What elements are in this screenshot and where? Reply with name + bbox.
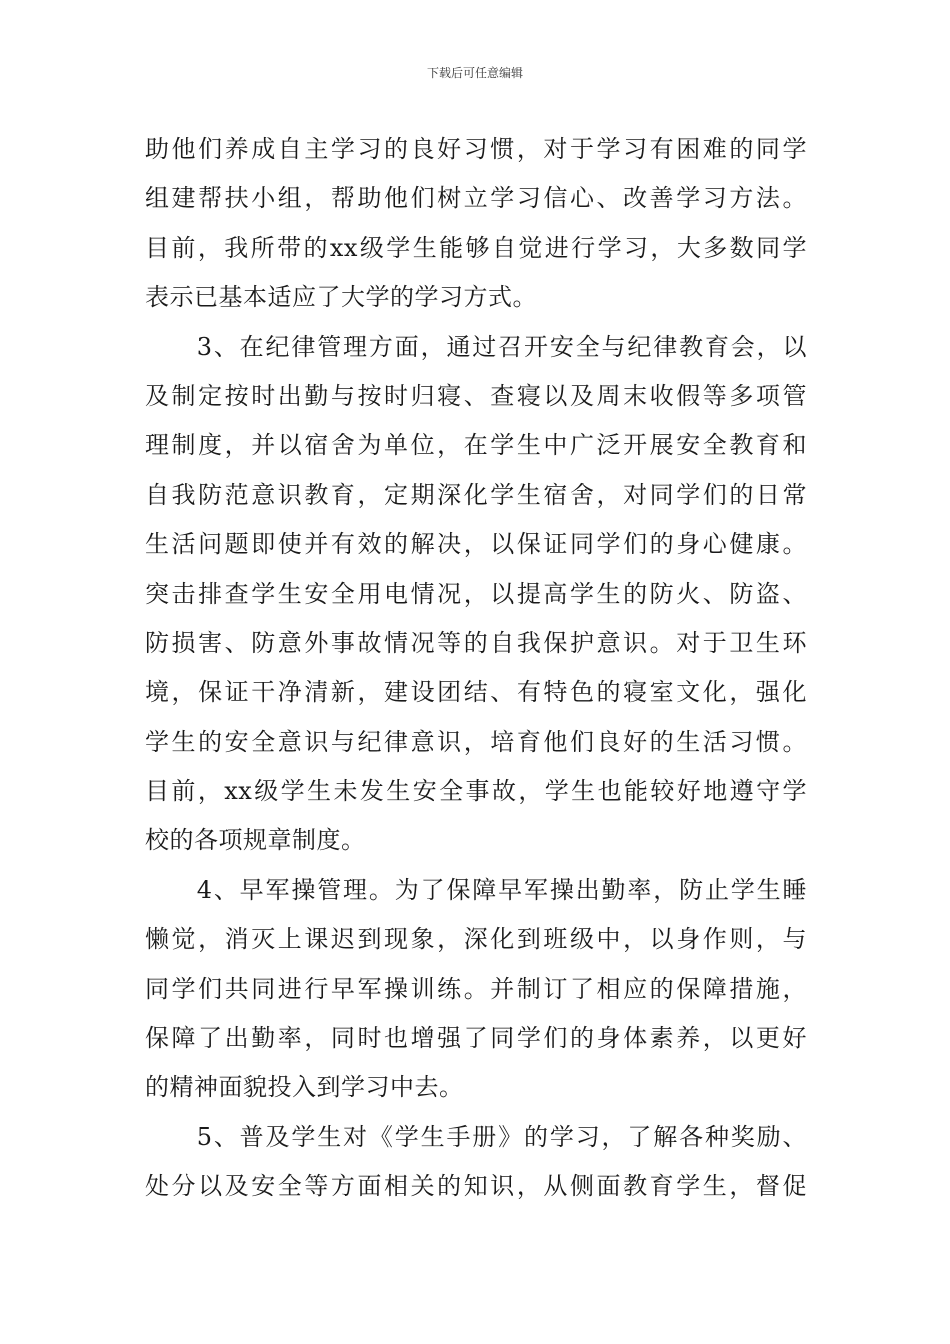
text-line: 理制度，并以宿舍为单位，在学生中广泛开展安全教育和 xyxy=(145,431,807,460)
text-line: 组建帮扶小组，帮助他们树立学习信心、改善学习方法。 xyxy=(145,184,807,213)
text-line: 处分以及安全等方面相关的知识，从侧面教育学生，督促 xyxy=(145,1172,807,1201)
document-body xyxy=(145,125,807,1212)
text-line: 自我防范意识教育，定期深化学生宿舍，对同学们的日常 xyxy=(145,480,807,509)
text-line: 4、早军操管理。为了保障早军操出勤率，防止学生睡 xyxy=(145,875,807,904)
text-line: 同学们共同进行早军操训练。并制订了相应的保障措施， xyxy=(145,974,807,1003)
text-line: 及制定按时出勤与按时归寝、查寝以及周末收假等多项管 xyxy=(145,381,807,410)
text-line: 助他们养成自主学习的良好习惯，对于学习有困难的同学 xyxy=(145,135,807,163)
text-line: 目前，xx级学生未发生安全事故，学生也能较好地遵守学 xyxy=(145,777,807,806)
text-line: 5、普及学生对《学生手册》的学习，了解各种奖励、 xyxy=(145,1122,807,1151)
text-line: 境，保证干净清新，建设团结、有特色的寝室文化，强化 xyxy=(145,678,807,707)
page-header: 下载后可任意编辑 xyxy=(426,66,523,80)
text-line: 的精神面貌投入到学习中去。 xyxy=(145,1073,464,1102)
text-line: 防损害、防意外事故情况等的自我保护意识。对于卫生环 xyxy=(145,628,807,657)
text-line: 校的各项规章制度。 xyxy=(145,826,366,855)
text-line: 表示已基本适应了大学的学习方式。 xyxy=(145,283,537,312)
text-line: 目前，我所带的xx级学生能够自觉进行学习，大多数同学 xyxy=(145,233,807,262)
text-line: 保障了出勤率，同时也增强了同学们的身体素养，以更好 xyxy=(145,1024,807,1053)
text-line: 生活问题即使并有效的解决，以保证同学们的身心健康。 xyxy=(145,530,807,559)
text-line: 3、在纪律管理方面，通过召开安全与纪律教育会，以 xyxy=(145,332,807,361)
text-line: 学生的安全意识与纪律意识，培育他们良好的生活习惯。 xyxy=(145,727,807,756)
text-line: 突击排查学生安全用电情况，以提高学生的防火、防盗、 xyxy=(145,579,807,608)
text-line: 懒觉，消灭上课迟到现象，深化到班级中，以身作则，与 xyxy=(145,925,807,954)
